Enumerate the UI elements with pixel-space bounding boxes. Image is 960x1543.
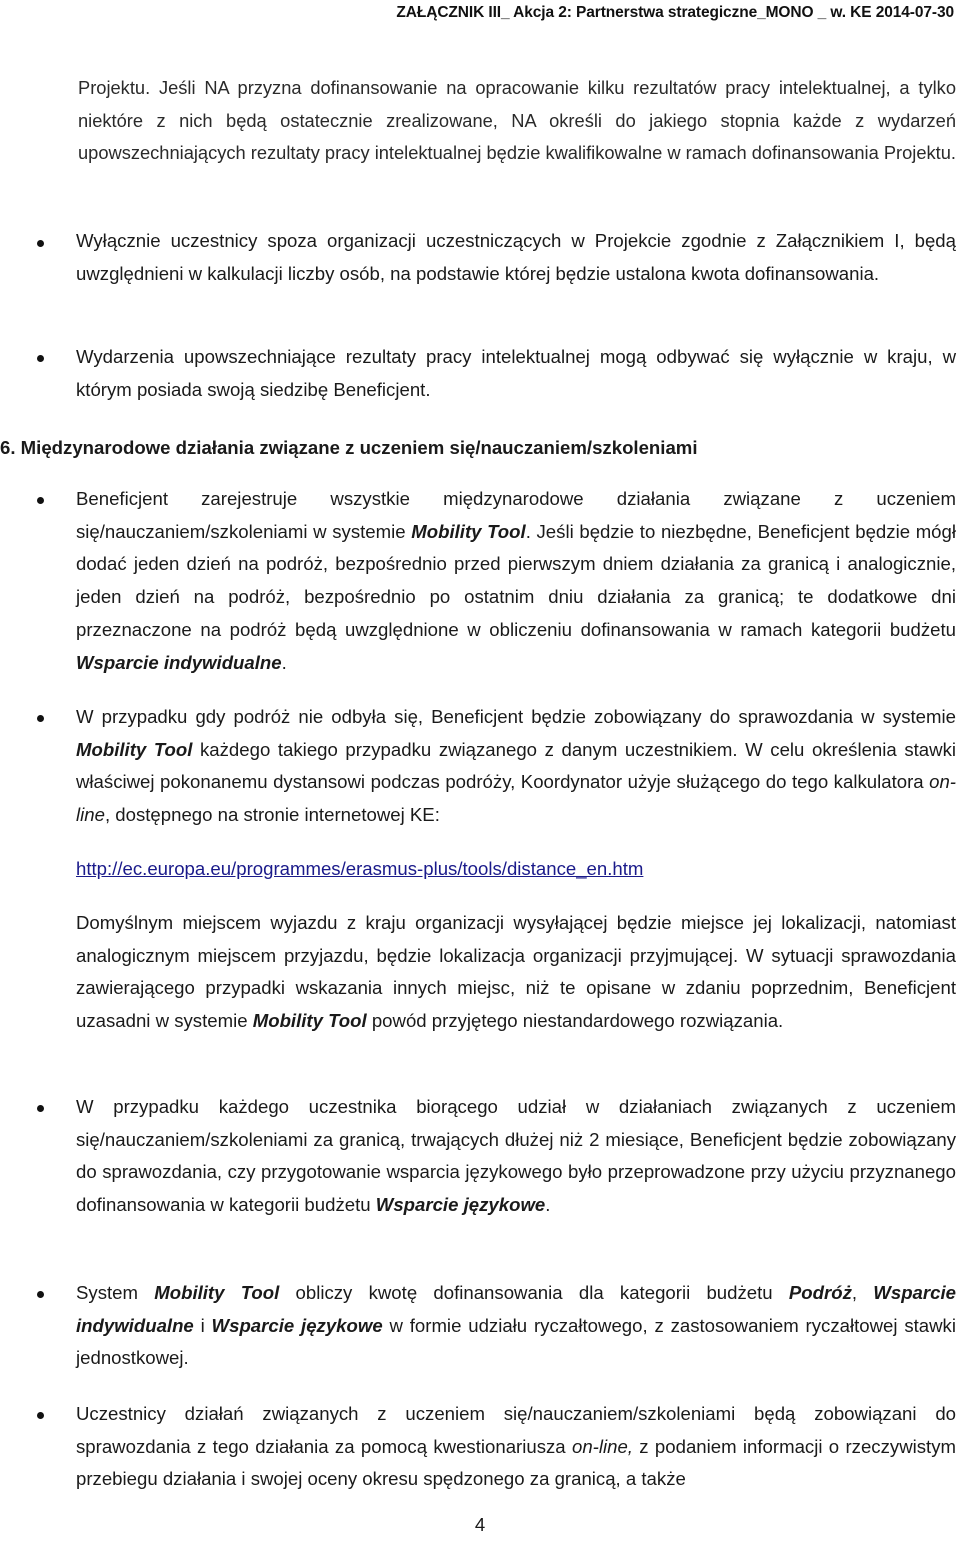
online-term: on-line,: [571, 1435, 633, 1457]
text-run: .: [281, 651, 287, 673]
list-item-text: [76, 1398, 956, 1496]
mobility-tool-term: Mobility Tool: [411, 520, 526, 542]
budget-category-term: Wsparcie indywidualne: [76, 1282, 956, 1336]
intro-paragraph: [78, 72, 956, 170]
list-item-text: Wydarzenia upowszechniające rezultaty pracy intelektualnej mogą odbywać się wyłącznie w kraju, w którym posiada swoją siedzibę Beneficjent.: [76, 346, 956, 400]
list-item-text: Wyłącznie uczestnicy spoza organizacji uczestniczących w Projekcie zgodnie z Załącznikiem I, będą uwzględnieni w kalkulacji liczby osób, na podstawie której będzie ustalona kwota dofinansowania.: [76, 230, 956, 284]
distance-calculator-link-line: [76, 853, 956, 886]
distance-calculator-link[interactable]: http://ec.europa.eu/programmes/erasmus-plus/tools/distance_en.htm: [76, 858, 644, 879]
list-item-text: [76, 701, 956, 832]
list-item-text: [76, 907, 956, 1038]
section-heading: 6. Międzynarodowe działania związane z uczeniem się/nauczaniem/szkoleniami: [0, 437, 698, 458]
text-run: powód przyjętego niestandardowego rozwiązania.: [366, 1010, 784, 1032]
list-item: [76, 1277, 956, 1375]
page-number: 4: [474, 1514, 486, 1535]
budget-category-term: Wsparcie językowe: [211, 1314, 383, 1336]
list-item-continuation: [76, 907, 956, 1038]
text-run: System: [76, 1282, 155, 1303]
budget-category-term: Wsparcie indywidualne: [76, 651, 282, 673]
text-run: w formie udziału ryczałtowego, z zastosowaniem ryczałtowej stawki jednostkowej.: [76, 1314, 956, 1369]
text-run: i: [193, 1314, 212, 1336]
text-run: , dostępnego na stronie internetowej KE:: [104, 804, 440, 826]
budget-category-term: Wsparcie językowe: [375, 1194, 546, 1216]
bullet-dot: [37, 1105, 44, 1112]
list-item: [76, 1091, 956, 1222]
bullet-dot: [37, 715, 44, 722]
text-run: Uczestnicy działań związanych z uczeniem się/nauczaniem/szkoleniami będą zobowiązani do sprawozdania z tego działania za pomocą kwestionariusza: [76, 1403, 956, 1457]
list-item-text: [76, 483, 956, 679]
bullet-dot: [37, 355, 44, 362]
list-item: [76, 483, 956, 679]
list-item-text: [76, 1091, 956, 1222]
list-item-text: [76, 1277, 956, 1375]
text-run: W przypadku każdego uczestnika biorącego udział w działaniach związanych z uczeniem się/nauczaniem/szkoleniami za granicą, trwających dłużej niż 2 miesiące, Beneficjent będzie zobowiązany do sprawozdania, czy przygotowanie wsparcia językowego było przeprowadzone przy użyciu przyznanego dofinansowania w kategorii budżetu: [76, 1096, 956, 1216]
text-run: z podaniem informacji o rzeczywistym przebiegu działania i swojej oceny okresu spędzonego za granicą, a także: [76, 1435, 956, 1490]
bullet-dot: [37, 1291, 44, 1298]
mobility-tool-term: Mobility Tool: [76, 738, 193, 760]
list-item: [76, 341, 956, 406]
list-item: [76, 701, 956, 832]
mobility-tool-term: Mobility Tool: [252, 1010, 367, 1032]
list-item: [76, 225, 956, 290]
intro-text: Projektu. Jeśli NA przyzna dofinansowanie na opracowanie kilku rezultatów pracy intelektualnej, a tylko niektóre z nich będą ostatecznie zrealizowane, NA określi do jakiego stopnia każde z wydarzeń upowszechniających rezultaty pracy intelektualnej będzie kwalifikowalne w ramach dofinansowania Projektu.: [78, 77, 956, 163]
text-run: obliczy kwotę dofinansowania dla kategorii budżetu: [279, 1282, 789, 1303]
text-run: . Jeśli będzie to niezbędne, Beneficjent będzie mógł dodać jeden dzień na podróż, bezpośrednio przed pierwszym dniem działania za granicą i analogicznie, jeden dzień na podróż, bezpośrednio po ostatnim dniu działania za granicą; te dodatkowe dni przeznaczone na podróż będą uwzględnione w obliczeniu dofinansowania w ramach kategorii budżetu: [76, 520, 956, 640]
budget-category-term: Podróż: [788, 1282, 852, 1303]
text-run: W przypadku gdy podróż nie odbyła się, Beneficjent będzie zobowiązany do sprawozdania w systemie: [76, 706, 956, 727]
text-run: Beneficjent zarejestruje wszystkie międzynarodowe działania związane z uczeniem się/nauczaniem/szkoleniami w systemie: [76, 488, 956, 542]
text-run: .: [545, 1194, 551, 1216]
bullet-dot: [37, 497, 44, 504]
online-term: on-line: [76, 771, 956, 826]
mobility-tool-term: Mobility Tool: [154, 1282, 280, 1303]
text-run: Domyślnym miejscem wyjazdu z kraju organizacji wysyłającej będzie miejsce jej lokalizacji, natomiast analogicznym miejscem przyjazdu, będzie lokalizacja organizacji przyjmującej. W sytuacji sprawozdania zawierającego przypadki wskazania innych miejsc, niż te opisane w zdaniu poprzednim, Beneficjent uzasadni w systemie: [76, 912, 956, 1032]
list-item: [76, 1398, 956, 1496]
bullet-dot: [37, 1412, 44, 1419]
text-run: ,: [851, 1282, 874, 1303]
text-run: każdego takiego przypadku związanego z danym uczestnikiem. W celu określenia stawki właściwej pokonanemu dystansowi podczas podróży, Koordynator użyje służącego do tego kalkulatora: [76, 738, 956, 793]
document-header: ZAŁĄCZNIK III_ Akcja 2: Partnerstwa strategiczne_MONO _ w. KE 2014-07-30: [396, 4, 954, 21]
bullet-dot: [37, 240, 44, 247]
